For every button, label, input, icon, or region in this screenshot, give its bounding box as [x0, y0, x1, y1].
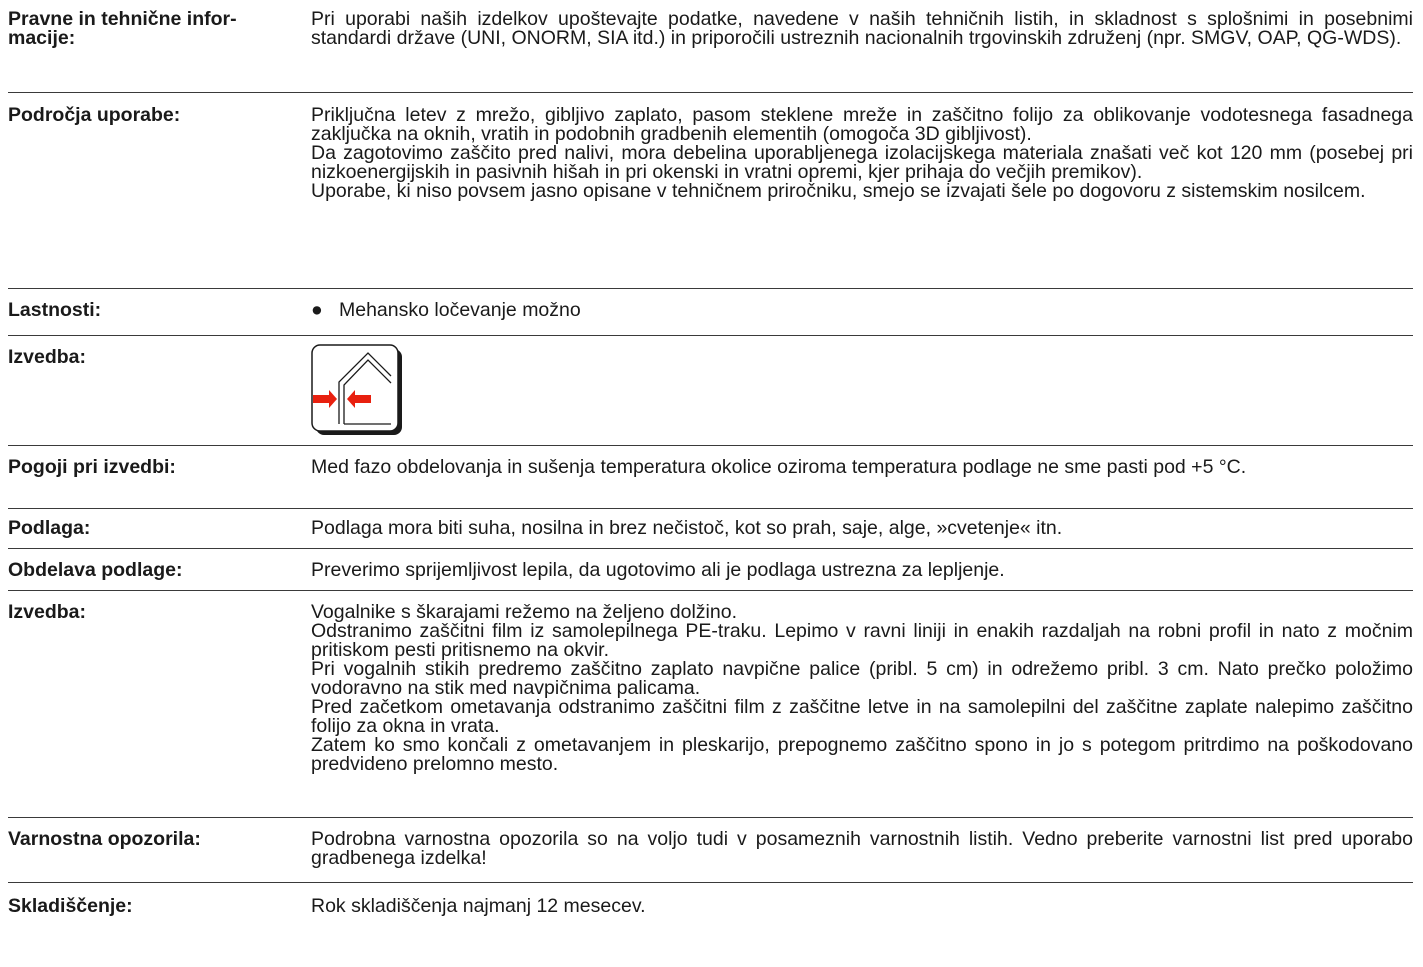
row-label: Izvedba:: [8, 601, 87, 623]
row-legal-info: [8, 0, 1413, 93]
row-content: [311, 603, 1413, 817]
paragraph: Odstranimo zaščitni film iz samolepilnega PE-traku. Lepimo v ravni liniji in enakih razdaljah na robni profil in nato z močnim pritiskom pesti pritisnemo na okvir.: [311, 620, 1413, 661]
row-label: Skladiščenje:: [8, 895, 133, 917]
house-application-arrows-icon: [311, 344, 403, 436]
row-application-conditions: [8, 446, 1413, 509]
row-safety-warnings: [8, 818, 1413, 883]
paragraph: Pri uporabi naših izdelkov upoštevajte podatke, navedene v naših tehničnih listih, in skladnost s splošnimi in posebnimi standardi države (UNI, ONORM, SIA itd.) in priporočili ustreznih nacionalnih trgovinskih združenj (npr. SMGV, OAP, QG-WDS).: [311, 8, 1413, 49]
row-properties: [8, 289, 1413, 336]
row-content: [311, 301, 1413, 335]
row-storage: [8, 883, 1413, 917]
technical-data-sheet: [8, 0, 1413, 917]
paragraph: Zatem ko smo končali z ometavanjem in pleskarijo, prepognemo zaščitno spono in jo s potegom pritrdimo na poškodovano predvideno prelomno mesto.: [311, 734, 1413, 775]
paragraph: Da zagotovimo zaščito pred nalivi, mora debelina uporabljenega izolacijskega materiala znašati več kot 120 mm (posebej pri nizkoenergijskih in pasivnih hišah in pri okenski in vratni opremi, kjer prihaja do večjih premikov).: [311, 142, 1413, 183]
row-substrate: [8, 509, 1413, 549]
paragraph: Podlaga mora biti suha, nosilna in brez nečistoč, kot so prah, saje, alge, »cvetenje« itn.: [311, 517, 1063, 539]
row-label: Izvedba:: [8, 346, 87, 368]
row-content: [311, 519, 1413, 548]
paragraph: Uporabe, ki niso povsem jasno opisane v tehničnem priročniku, smejo se izvajati šele po dogovoru z sistemskim nosilcem.: [311, 180, 1366, 202]
row-application-areas: [8, 93, 1413, 289]
row-label: Podlaga:: [8, 517, 91, 539]
row-content: [311, 895, 1413, 917]
row-label: Pravne in tehnične infor- macije:: [8, 8, 237, 49]
paragraph: Preverimo sprijemljivost lepila, da ugotovimo ali je podlaga ustrezna za lepljenje.: [311, 559, 1005, 581]
row-content: [311, 561, 1413, 590]
paragraph: Rok skladiščenja najmanj 12 mesecev.: [311, 895, 646, 917]
row-content: [311, 344, 1413, 445]
row-label: Obdelava podlage:: [8, 559, 183, 581]
row-label: Področja uporabe:: [8, 104, 181, 126]
bullet-icon: ●: [311, 299, 323, 321]
row-content: [311, 830, 1413, 882]
paragraph: Med fazo obdelovanja in sušenja temperatura okolice oziroma temperatura podlage ne sme pasti pod +5 °C.: [311, 456, 1247, 478]
paragraph: Vogalnike s škarajami režemo na željeno dolžino.: [311, 601, 737, 623]
row-execution-steps: [8, 591, 1413, 818]
paragraph: Podrobna varnostna opozorila so na voljo tudi v posameznih varnostnih listih. Vedno preberite varnostni list pred uporabo gradbenega izdelka!: [311, 828, 1413, 869]
paragraph: Priključna letev z mrežo, gibljivo zaplato, pasom steklene mreže in zaščitno folijo za oblikovanje vodotesnega fasadnega zaključka na oknih, vratih in podobnih gradbenih elementih (omogoča 3D gibljivost).: [311, 104, 1413, 145]
row-label: Varnostna opozorila:: [8, 828, 201, 850]
row-content: [311, 458, 1413, 508]
paragraph: Pred začetkom ometavanja odstranimo zaščitni film z zaščitne letve in na samolepilni del zaščitne zaplate nalepimo zaščitno folijo za okna in vrata.: [311, 696, 1413, 737]
row-label: Pogoji pri izvedbi:: [8, 456, 176, 478]
bullet-text: Mehansko ločevanje možno: [339, 299, 581, 321]
row-content: [311, 10, 1413, 92]
row-label: Lastnosti:: [8, 299, 102, 321]
row-execution-icon: [8, 336, 1413, 446]
row-content: [311, 106, 1413, 288]
paragraph: Pri vogalnih stikih predremo zaščitno zaplato navpične palice (pribl. 5 cm) in odrežemo pribl. 3 cm. Nato prečko položimo vodoravno na stik med navpičnima palicama.: [311, 658, 1413, 699]
row-substrate-preparation: [8, 549, 1413, 591]
